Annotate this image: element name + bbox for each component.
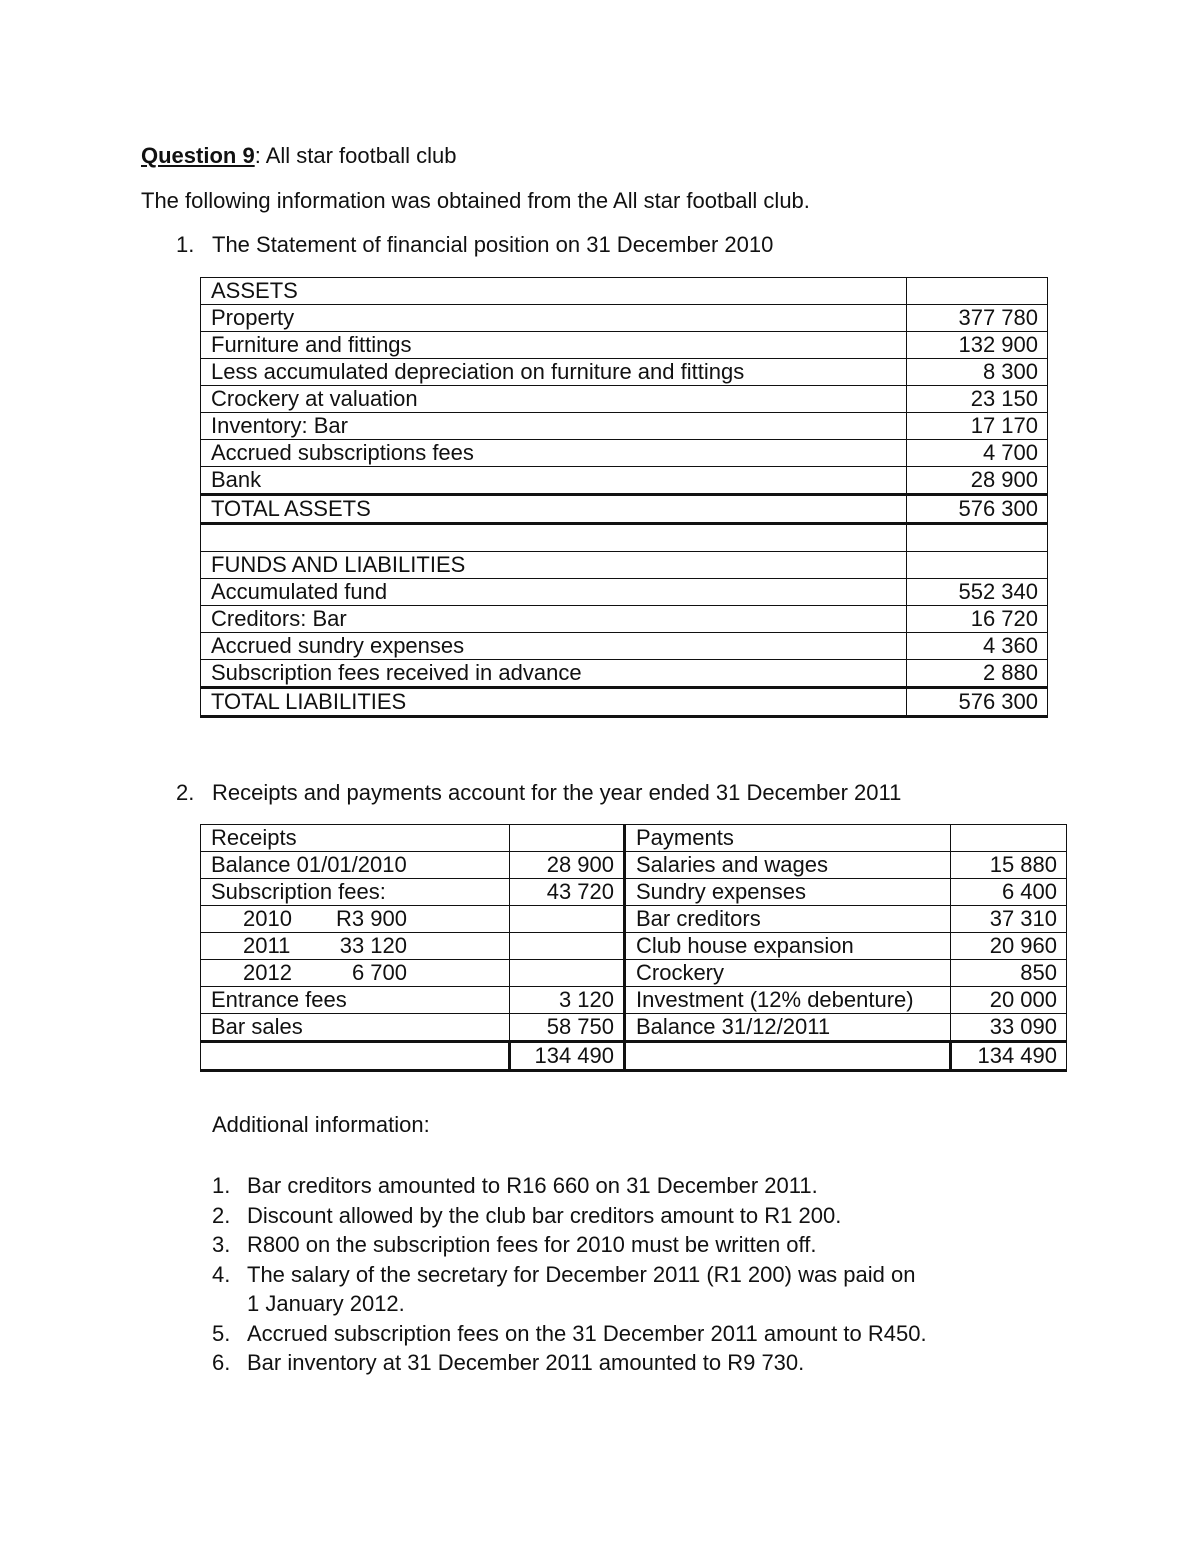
payment-label: Balance 31/12/2011 bbox=[625, 1014, 951, 1042]
row-amount: 576 300 bbox=[907, 495, 1048, 524]
receipt-amount: 43 720 bbox=[510, 879, 625, 906]
question-label: Question 9 bbox=[141, 143, 255, 168]
receipts-total: 134 490 bbox=[510, 1042, 625, 1071]
row-amount bbox=[907, 278, 1048, 305]
blank-row bbox=[201, 524, 1048, 552]
receipt-label: Balance 01/01/2010 bbox=[201, 852, 510, 879]
payment-total-label bbox=[625, 1042, 951, 1071]
row-label: Inventory: Bar bbox=[201, 413, 907, 440]
subscription-breakdown bbox=[201, 906, 510, 933]
subscription-year: 2011 bbox=[243, 933, 291, 958]
table-row bbox=[201, 305, 1048, 332]
row-amount: 17 170 bbox=[907, 413, 1048, 440]
table-row bbox=[201, 332, 1048, 359]
list-item bbox=[212, 1260, 927, 1290]
section-2-title: Receipts and payments account for the year ended 31 December 2011 bbox=[212, 780, 902, 805]
section-1-title: The Statement of financial position on 31 December 2010 bbox=[212, 232, 774, 257]
row-label: Accrued subscriptions fees bbox=[201, 440, 907, 467]
receipt-amount: 58 750 bbox=[510, 1014, 625, 1042]
row-label: TOTAL ASSETS bbox=[201, 495, 907, 524]
section-2-number: 2. bbox=[176, 780, 195, 805]
list-item bbox=[212, 1319, 927, 1349]
table-row bbox=[201, 906, 1067, 933]
receipt-amount: 3 120 bbox=[510, 987, 625, 1014]
list-item bbox=[212, 1230, 927, 1260]
payment-label: Salaries and wages bbox=[625, 852, 951, 879]
additional-info-title: Additional information: bbox=[212, 1112, 430, 1137]
item-number: 2. bbox=[212, 1202, 231, 1228]
list-item-continuation bbox=[212, 1289, 927, 1319]
payment-amount: 33 090 bbox=[951, 1014, 1067, 1042]
item-text: The salary of the secretary for December 2011 (R1 200) was paid on bbox=[247, 1261, 916, 1287]
payment-label: Payments bbox=[625, 825, 951, 852]
payment-label: Club house expansion bbox=[625, 933, 951, 960]
table-row bbox=[201, 606, 1048, 633]
row-label bbox=[201, 524, 907, 552]
row-label: Bank bbox=[201, 467, 907, 495]
row-amount: 2 880 bbox=[907, 660, 1048, 688]
row-label: Accumulated fund bbox=[201, 579, 907, 606]
receipt-amount bbox=[510, 933, 625, 960]
row-label: FUNDS AND LIABILITIES bbox=[201, 552, 907, 579]
table-row bbox=[201, 467, 1048, 495]
table-row bbox=[201, 660, 1048, 688]
row-amount bbox=[907, 552, 1048, 579]
payment-label: Crockery bbox=[625, 960, 951, 987]
row-label: Creditors: Bar bbox=[201, 606, 907, 633]
table-row bbox=[201, 579, 1048, 606]
row-amount: 552 340 bbox=[907, 579, 1048, 606]
table-row bbox=[201, 960, 1067, 987]
row-label: Property bbox=[201, 305, 907, 332]
item-number: 1. bbox=[212, 1173, 231, 1198]
table-row bbox=[201, 1014, 1067, 1042]
row-label: Accrued sundry expenses bbox=[201, 633, 907, 660]
table-row bbox=[201, 359, 1048, 386]
table-row bbox=[201, 413, 1048, 440]
intro-text: The following information was obtained from the All star football club. bbox=[141, 188, 810, 213]
table-row bbox=[201, 278, 1048, 305]
receipt-amount: 28 900 bbox=[510, 852, 625, 879]
table-row bbox=[201, 386, 1048, 413]
row-label: Furniture and fittings bbox=[201, 332, 907, 359]
payment-amount: 20 960 bbox=[951, 933, 1067, 960]
subscription-value: 33 120 bbox=[339, 933, 407, 958]
table-row bbox=[201, 825, 1067, 852]
row-label: ASSETS bbox=[201, 278, 907, 305]
row-label: Crockery at valuation bbox=[201, 386, 907, 413]
table-row bbox=[201, 633, 1048, 660]
payment-label: Sundry expenses bbox=[625, 879, 951, 906]
row-amount bbox=[907, 524, 1048, 552]
row-amount: 377 780 bbox=[907, 305, 1048, 332]
row-amount: 576 300 bbox=[907, 688, 1048, 717]
item-text: Discount allowed by the club bar creditors amount to R1 200. bbox=[247, 1202, 842, 1228]
subscription-year: 2012 bbox=[243, 960, 292, 985]
section-2-heading bbox=[176, 780, 901, 806]
additional-info-list bbox=[212, 1171, 927, 1378]
row-label: Subscription fees received in advance bbox=[201, 660, 907, 688]
row-amount: 8 300 bbox=[907, 359, 1048, 386]
subscription-breakdown bbox=[201, 933, 510, 960]
item-text: Bar inventory at 31 December 2011 amounted to R9 730. bbox=[247, 1350, 805, 1375]
subscription-breakdown bbox=[201, 960, 510, 987]
table-row bbox=[201, 987, 1067, 1014]
subscription-value: 6 700 bbox=[351, 960, 407, 985]
table-row bbox=[201, 879, 1067, 906]
item-number: 3. bbox=[212, 1232, 231, 1257]
receipt-label: Subscription fees: bbox=[201, 879, 510, 906]
list-item bbox=[212, 1201, 927, 1231]
payment-amount: 20 000 bbox=[951, 987, 1067, 1014]
row-amount: 4 360 bbox=[907, 633, 1048, 660]
total-liabilities-row bbox=[201, 688, 1048, 717]
receipt-label: Entrance fees bbox=[201, 987, 510, 1014]
receipt-total-label bbox=[201, 1042, 510, 1071]
table-row bbox=[201, 852, 1067, 879]
item-text: Bar creditors amounted to R16 660 on 31 December 2011. bbox=[247, 1173, 818, 1198]
receipt-amount bbox=[510, 906, 625, 933]
payment-amount: 37 310 bbox=[951, 906, 1067, 933]
table-row bbox=[201, 440, 1048, 467]
payment-label: Investment (12% debenture) bbox=[625, 987, 951, 1014]
item-number: 6. bbox=[212, 1350, 231, 1375]
item-text: 1 January 2012. bbox=[247, 1291, 405, 1316]
payment-amount bbox=[951, 825, 1067, 852]
item-number: 5. bbox=[212, 1320, 231, 1346]
receipt-amount bbox=[510, 960, 625, 987]
payment-label: Bar creditors bbox=[625, 906, 951, 933]
receipt-label: Receipts bbox=[201, 825, 510, 852]
list-item bbox=[212, 1348, 927, 1378]
question-heading bbox=[141, 143, 456, 169]
row-amount: 132 900 bbox=[907, 332, 1048, 359]
financial-position-table bbox=[200, 277, 1048, 718]
receipt-label: Bar sales bbox=[201, 1014, 510, 1042]
row-amount: 28 900 bbox=[907, 467, 1048, 495]
total-assets-row bbox=[201, 495, 1048, 524]
table-row bbox=[201, 552, 1048, 579]
row-label: TOTAL LIABILITIES bbox=[201, 688, 907, 717]
question-title: : All star football club bbox=[254, 143, 457, 168]
totals-row bbox=[201, 1042, 1067, 1071]
item-text: R800 on the subscription fees for 2010 must be written off. bbox=[247, 1232, 817, 1257]
payment-amount: 6 400 bbox=[951, 879, 1067, 906]
section-1-heading bbox=[176, 232, 773, 258]
list-item bbox=[212, 1171, 927, 1201]
row-amount: 4 700 bbox=[907, 440, 1048, 467]
row-label: Less accumulated depreciation on furniture and fittings bbox=[201, 359, 907, 386]
subscription-year: 2010 bbox=[243, 906, 292, 931]
payment-amount: 15 880 bbox=[951, 852, 1067, 879]
row-amount: 16 720 bbox=[907, 606, 1048, 633]
item-number: 4. bbox=[212, 1261, 231, 1287]
subscription-value: R3 900 bbox=[336, 906, 407, 931]
section-1-number: 1. bbox=[176, 232, 195, 257]
item-text: Accrued subscription fees on the 31 December 2011 amount to R450. bbox=[247, 1320, 927, 1346]
table-row bbox=[201, 933, 1067, 960]
receipts-payments-table bbox=[200, 824, 1067, 1072]
payments-total: 134 490 bbox=[951, 1042, 1067, 1071]
receipt-amount bbox=[510, 825, 625, 852]
row-amount: 23 150 bbox=[907, 386, 1048, 413]
payment-amount: 850 bbox=[951, 960, 1067, 987]
